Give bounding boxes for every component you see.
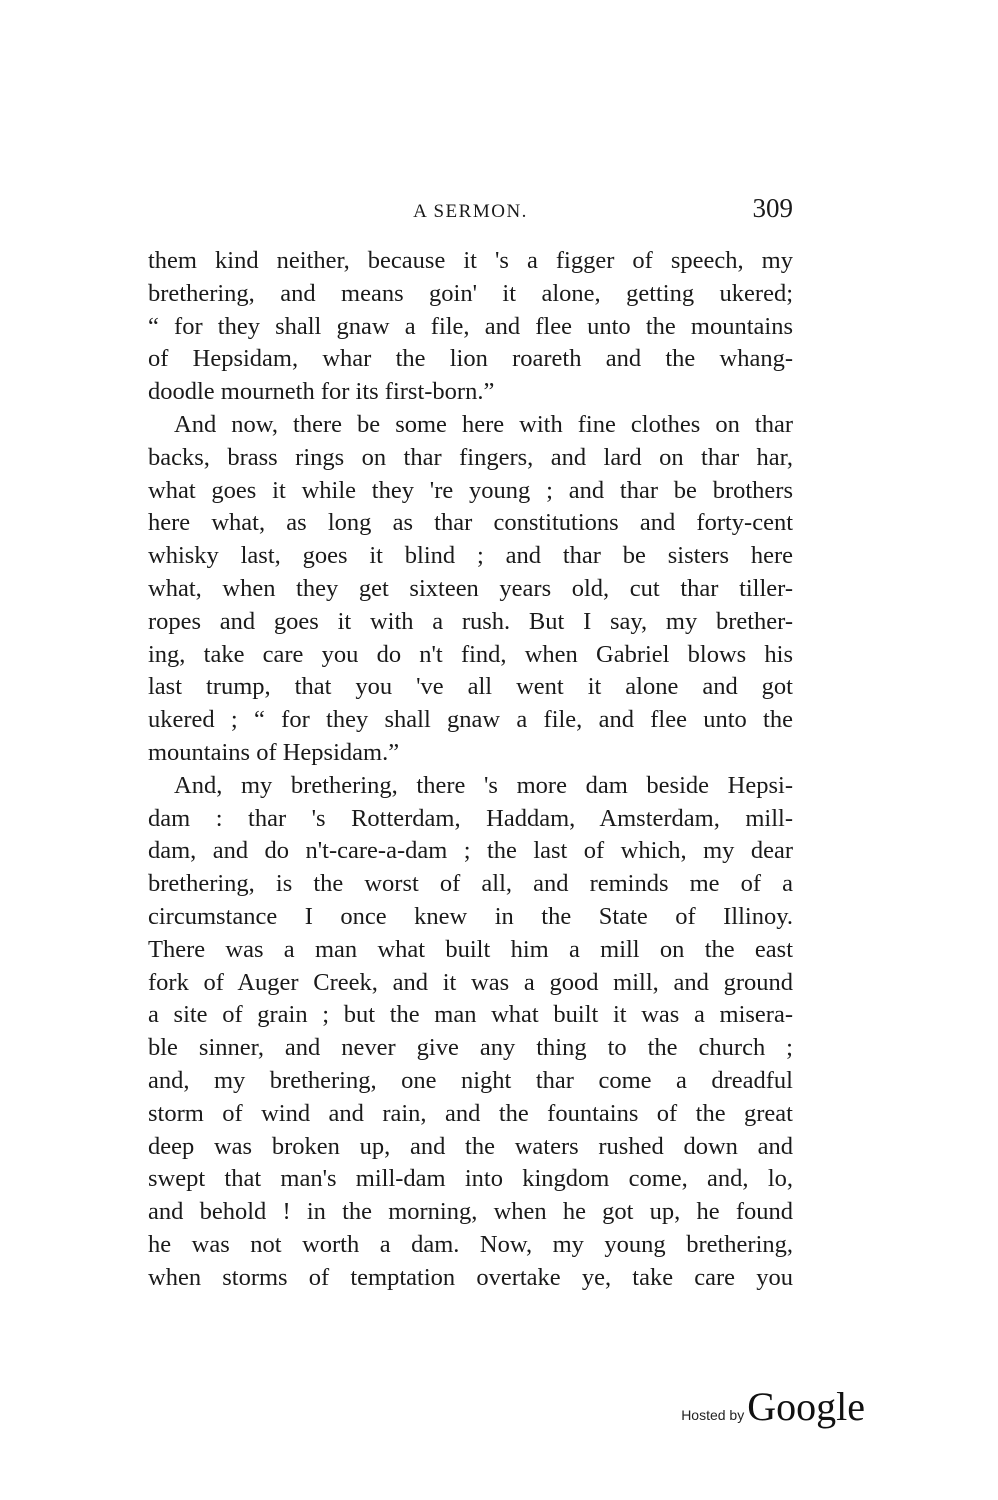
text-line: brethering, is the worst of all, and reminds me of a bbox=[148, 870, 793, 898]
sermon-text bbox=[148, 245, 793, 1295]
text-line: when storms of temptation overtake ye, take care you bbox=[148, 1263, 793, 1291]
text-line: ing, take care you do n't find, when Gabriel blows his bbox=[148, 640, 793, 668]
text-line: “ for they shall gnaw a file, and flee unto the mountains bbox=[148, 312, 793, 340]
hosted-by-label: Hosted by bbox=[681, 1407, 745, 1423]
text-line: And now, there be some here with fine clothes on thar bbox=[174, 410, 793, 438]
text-line: of Hepsidam, whar the lion roareth and the whang- bbox=[148, 345, 793, 373]
text-line: There was a man what built him a mill on the east bbox=[148, 935, 793, 963]
text-line: And, my brethering, there 's more dam beside Hepsi- bbox=[174, 771, 793, 799]
text-line: and behold ! in the morning, when he got up, he found bbox=[148, 1198, 793, 1226]
text-line: deep was broken up, and the waters rushed down and bbox=[148, 1132, 793, 1160]
text-line: brethering, and means goin' it alone, getting ukered; bbox=[148, 279, 793, 307]
text-line: backs, brass rings on thar fingers, and lard on thar har, bbox=[148, 443, 793, 471]
text-line: dam, and do n't-care-a-dam ; the last of which, my dear bbox=[148, 837, 793, 865]
text-line: fork of Auger Creek, and it was a good mill, and ground bbox=[148, 968, 793, 996]
hosted-by-google-watermark bbox=[681, 1383, 865, 1430]
page-number: 309 bbox=[752, 193, 793, 223]
text-line: them kind neither, because it 's a figger of speech, my bbox=[148, 247, 793, 274]
text-line: ble sinner, and never give any thing to the church ; bbox=[148, 1034, 793, 1062]
text-line: he was not worth a dam. Now, my young brethering, bbox=[148, 1230, 793, 1258]
text-line: whisky last, goes it blind ; and thar be sisters here bbox=[148, 542, 793, 570]
text-line: what, when they get sixteen years old, cut thar tiller- bbox=[148, 574, 793, 602]
text-line: here what, as long as thar constitutions and forty-cent bbox=[148, 509, 793, 537]
text-line: swept that man's mill-dam into kingdom come, and, lo, bbox=[148, 1165, 793, 1193]
text-line: storm of wind and rain, and the fountains of the great bbox=[148, 1099, 793, 1127]
text-line: mountains of Hepsidam.” bbox=[148, 738, 400, 766]
text-line: doodle mourneth for its first-born.” bbox=[148, 378, 495, 406]
text-line: ukered ; “ for they shall gnaw a file, and flee unto the bbox=[148, 706, 793, 734]
text-line: last trump, that you 've all went it alone and got bbox=[148, 673, 793, 701]
text-line: circumstance I once knew in the State of Illinoy. bbox=[148, 902, 793, 930]
google-logo: Google bbox=[747, 1384, 865, 1429]
page-header bbox=[148, 193, 793, 233]
text-line: ropes and goes it with a rush. But I say, my brether- bbox=[148, 607, 793, 635]
text-line: and, my brethering, one night thar come a dreadful bbox=[148, 1066, 793, 1094]
running-title: A SERMON. bbox=[413, 201, 528, 222]
text-line: what goes it while they 're young ; and thar be brothers bbox=[148, 476, 793, 504]
text-line: dam : thar 's Rotterdam, Haddam, Amsterdam, mill- bbox=[148, 804, 793, 832]
text-line: a site of grain ; but the man what built it was a misera- bbox=[148, 1001, 793, 1029]
